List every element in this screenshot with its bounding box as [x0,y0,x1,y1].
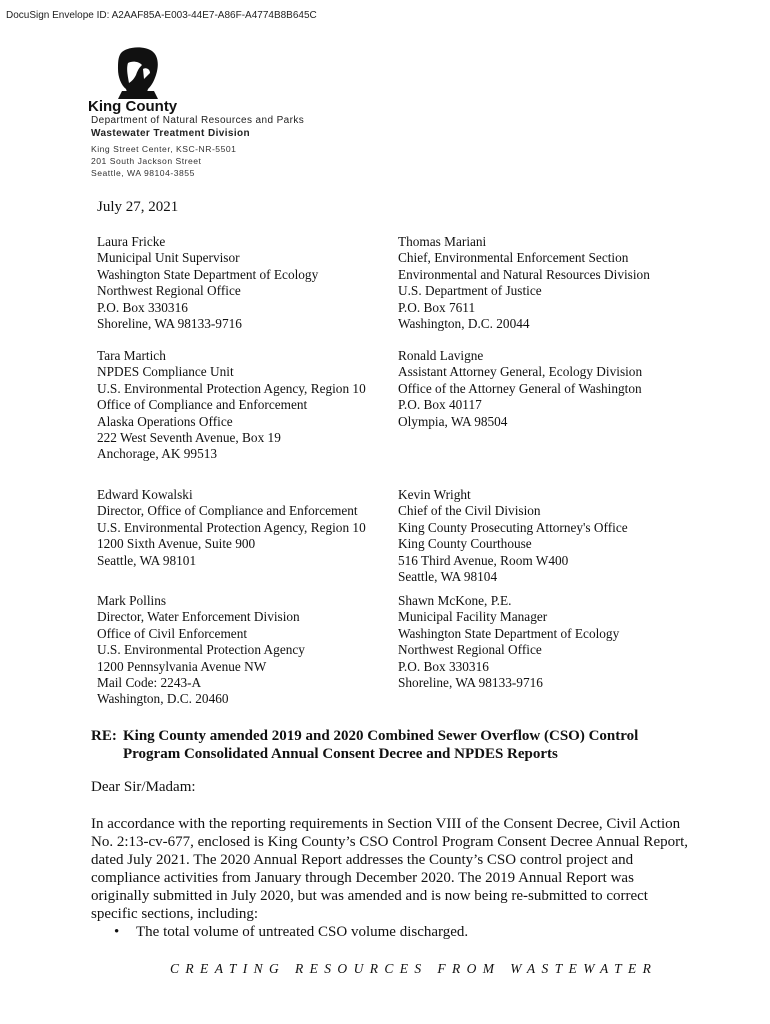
recipient-line: Mail Code: 2243-A [97,675,202,691]
king-county-logo [88,45,188,115]
recipient-line: Shawn McKone, P.E. [398,593,512,608]
body-paragraph: In accordance with the reporting requirements in Section VIII of the Consent Decree, Civil Action No. 2:13-cv-677, enclosed is King County’s CSO Control Program Consent Decree Annual Report, dated July 2021. The 2020 Annual Report addresses the County’s CSO control project and compliance activities from January through December 2020. The 2019 Annual Report was originally submitted in July 2020, but was amended and is now being re-submitted to correct specific sections, including: [91,816,689,922]
department-name: Department of Natural Resources and Parks [91,115,305,126]
recipient-line: Mark Pollins [97,593,167,608]
recipient-line: Shoreline, WA 98133-9716 [97,316,242,332]
subject-label: RE: [91,728,117,744]
recipient-line: Washington State Department of Ecology [398,625,620,641]
recipient-block [398,487,628,585]
department-block [91,114,304,140]
recipient-line: Olympia, WA 98504 [398,413,508,429]
recipient-line: Laura Fricke [97,234,166,249]
recipient-line: Director, Water Enforcement Division [97,609,300,625]
recipient-line: Washington, D.C. 20044 [398,316,530,332]
recipient-line: Municipal Facility Manager [398,609,548,625]
recipient-line: Ronald Lavigne [398,348,484,363]
recipient-line: U.S. Environmental Protection Agency, Region 10 [97,519,366,535]
letter-date: July 27, 2021 [97,199,179,215]
recipient-line: 222 West Seventh Avenue, Box 19 [97,430,281,446]
recipient-line: Northwest Regional Office [398,642,542,658]
sender-address [91,143,236,179]
recipient-line: Office of the Attorney General of Washington [398,380,642,396]
division-name: Wastewater Treatment Division [91,128,251,139]
recipient-line: 1200 Sixth Avenue, Suite 900 [97,536,256,552]
recipient-line: U.S. Environmental Protection Agency, Region 10 [97,380,366,396]
recipient-line: Tara Martich [97,348,166,363]
recipient-block [97,234,318,332]
docusign-envelope-id: DocuSign Envelope ID: A2AAF85A-E003-44E7-A86F-A4774B8B645C [6,10,317,21]
logo-wordmark: King County [88,98,178,115]
recipient-line: U.S. Department of Justice [398,283,542,299]
recipient-line: Municipal Unit Supervisor [97,250,240,266]
bullet-list [114,923,468,941]
recipient-line: 1200 Pennsylvania Avenue NW [97,658,267,674]
address-line: Seattle, WA 98104-3855 [91,168,195,178]
recipient-line: Assistant Attorney General, Ecology Division [398,364,643,380]
recipient-line: King County Prosecuting Attorney's Office [398,519,628,535]
salutation: Dear Sir/Madam: [91,779,196,795]
recipient-line: P.O. Box 330316 [398,658,489,674]
recipient-line: Chief, Environmental Enforcement Section [398,250,629,266]
recipient-line: Seattle, WA 98101 [97,552,197,568]
recipient-line: U.S. Environmental Protection Agency [97,642,305,658]
recipient-line: Thomas Mariani [398,234,487,249]
bullet-item: • The total volume of untreated CSO volume discharged. [114,923,468,941]
recipient-line: Northwest Regional Office [97,283,241,299]
subject-line [91,727,691,763]
recipient-line: Shoreline, WA 98133-9716 [398,675,543,691]
recipient-line: King County Courthouse [398,536,532,552]
recipient-line: P.O. Box 330316 [97,299,188,315]
recipient-line: Office of Compliance and Enforcement [97,397,308,413]
address-line: 201 South Jackson Street [91,156,202,166]
recipient-line: Seattle, WA 98104 [398,569,498,585]
recipient-line: Alaska Operations Office [97,413,233,429]
mlk-portrait-icon [118,47,158,99]
subject-text: King County amended 2019 and 2020 Combined Sewer Overflow (CSO) Control Program Consolidated Annual Consent Decree and NPDES Reports [123,728,639,762]
recipient-block [97,348,366,463]
recipient-line: Washington, D.C. 20460 [97,691,229,707]
recipient-line: Kevin Wright [398,487,471,502]
recipient-line: Environmental and Natural Resources Division [398,266,650,282]
recipient-block [97,593,305,708]
recipient-line: Office of Civil Enforcement [97,625,248,641]
recipient-line: 516 Third Avenue, Room W400 [398,552,569,568]
footer-tagline: CREATING RESOURCES FROM WASTEWATER [170,961,658,976]
recipient-line: Chief of the Civil Division [398,503,541,519]
address-line: King Street Center, KSC-NR-5501 [91,144,237,154]
recipient-line: P.O. Box 40117 [398,397,482,413]
recipient-line: Edward Kowalski [97,487,193,502]
recipient-block [398,348,642,430]
recipient-line: NPDES Compliance Unit [97,364,234,380]
recipient-block [398,234,650,332]
recipient-block [398,593,619,691]
recipient-line: Anchorage, AK 99513 [97,446,218,462]
recipient-line: Director, Office of Compliance and Enforcement [97,503,358,519]
recipient-line: Washington State Department of Ecology [97,266,319,282]
recipient-block [97,487,366,569]
recipient-line: P.O. Box 7611 [398,299,476,315]
